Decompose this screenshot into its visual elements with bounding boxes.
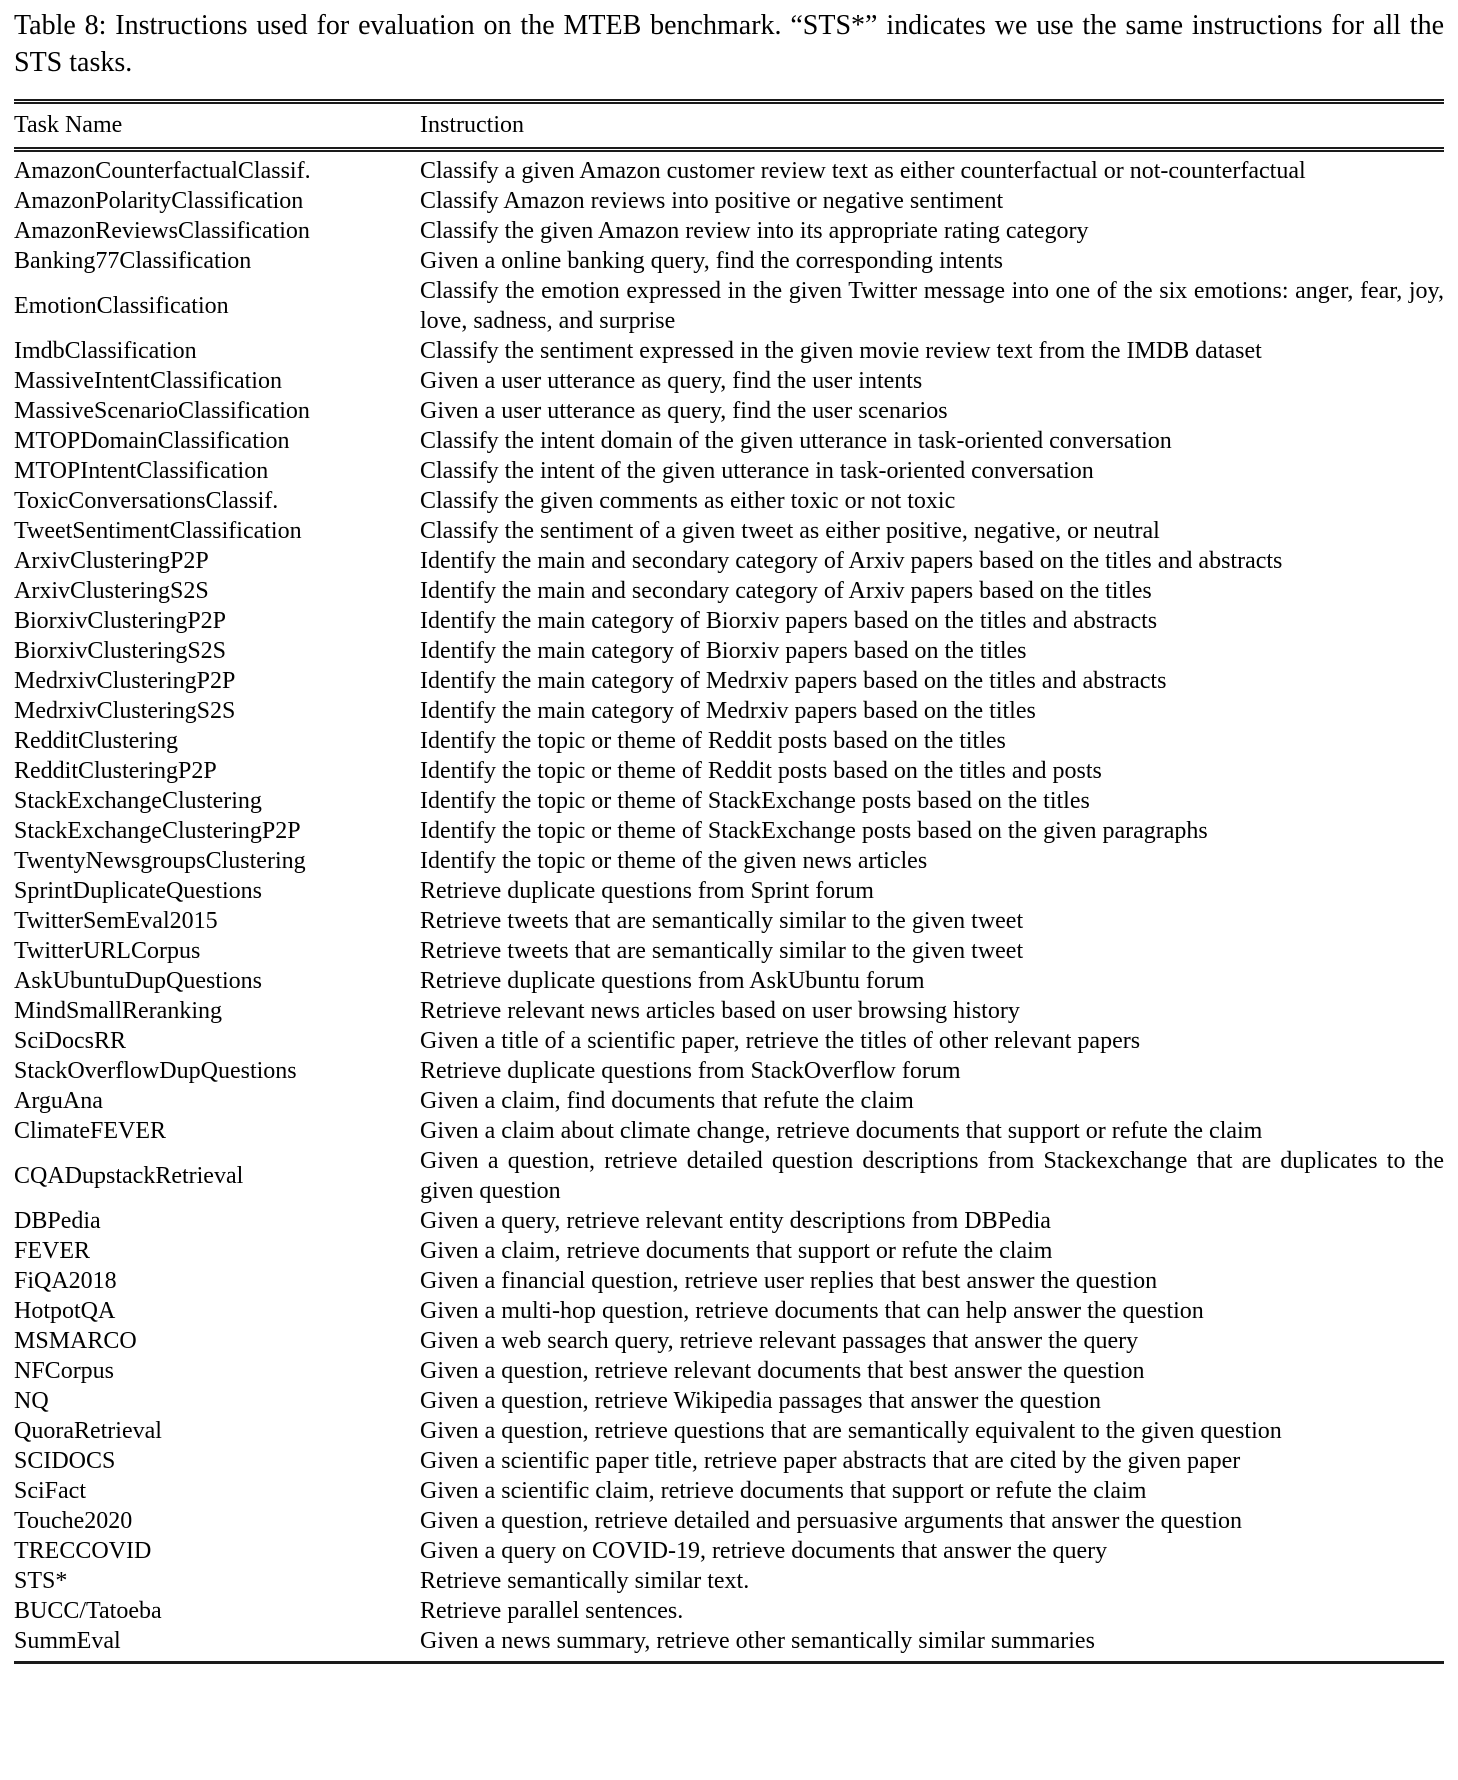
table-row — [14, 1566, 1444, 1596]
instruction-cell: Given a question, retrieve relevant documents that best answer the question — [420, 1357, 1145, 1384]
instruction-cell: Retrieve tweets that are semantically similar to the given tweet — [420, 907, 1024, 934]
table-row — [14, 1026, 1444, 1056]
task-name-cell: RedditClusteringP2P — [14, 757, 217, 784]
table-caption: Table 8: Instructions used for evaluation on the MTEB benchmark. “STS*” indicates we use the same instructions for all the STS tasks. — [14, 10, 1444, 78]
task-name-cell: SCIDOCS — [14, 1447, 116, 1474]
instruction-cell: Classify the sentiment of a given tweet as either positive, negative, or neutral — [420, 517, 1160, 544]
task-name-cell: ArxivClusteringS2S — [14, 577, 209, 604]
task-name-cell: FiQA2018 — [14, 1267, 117, 1294]
instruction-cell: Given a multi-hop question, retrieve documents that can help answer the question — [420, 1297, 1204, 1324]
instruction-cell: Given a user utterance as query, find the user scenarios — [420, 397, 948, 424]
table-row — [14, 1086, 1444, 1116]
task-name-cell: TwentyNewsgroupsClustering — [14, 847, 306, 874]
task-name-cell: NFCorpus — [14, 1357, 115, 1384]
task-name-cell: MedrxivClusteringS2S — [14, 697, 236, 724]
instruction-cell: Given a question, retrieve detailed and persuasive arguments that answer the question — [420, 1507, 1242, 1534]
instruction-cell: Given a user utterance as query, find the user intents — [420, 367, 923, 394]
table-row — [14, 1536, 1444, 1566]
table-row — [14, 756, 1444, 786]
table-row — [14, 1626, 1444, 1663]
instruction-cell: Given a title of a scientific paper, retrieve the titles of other relevant papers — [420, 1027, 1141, 1054]
instruction-cell: Classify Amazon reviews into positive or negative sentiment — [420, 187, 1004, 214]
table-row — [14, 846, 1444, 876]
task-name-cell: AmazonCounterfactualClassif. — [14, 157, 311, 184]
task-name-cell: MassiveScenarioClassification — [14, 397, 310, 424]
table-row — [14, 1416, 1444, 1446]
table-row — [14, 456, 1444, 486]
task-name-cell: ArxivClusteringP2P — [14, 547, 209, 574]
table-row — [14, 1116, 1444, 1146]
table-row — [14, 149, 1444, 186]
instruction-cell: Retrieve duplicate questions from AskUbuntu forum — [420, 967, 925, 994]
instruction-cell: Identify the main and secondary category of Arxiv papers based on the titles and abstracts — [420, 547, 1283, 574]
task-name-cell: BiorxivClusteringS2S — [14, 637, 227, 664]
task-name-cell: TwitterURLCorpus — [14, 937, 201, 964]
instruction-cell: Identify the main category of Medrxiv papers based on the titles — [420, 697, 1036, 724]
instruction-cell: Classify the intent domain of the given utterance in task-oriented conversation — [420, 427, 1172, 454]
task-name-cell: MassiveIntentClassification — [14, 367, 282, 394]
task-name-cell: SciFact — [14, 1477, 86, 1504]
instruction-cell: Classify the given comments as either toxic or not toxic — [420, 487, 956, 514]
task-name-cell: ClimateFEVER — [14, 1117, 166, 1144]
instruction-cell: Retrieve duplicate questions from Sprint forum — [420, 877, 874, 904]
column-header-task-name: Task Name — [14, 111, 123, 138]
table-row — [14, 1326, 1444, 1356]
instruction-cell: Identify the topic or theme of the given news articles — [420, 847, 928, 874]
table-row — [14, 1596, 1444, 1626]
instruction-cell: Retrieve semantically similar text. — [420, 1567, 750, 1594]
task-name-cell: CQADupstackRetrieval — [14, 1162, 244, 1189]
instruction-cell: Given a query, retrieve relevant entity descriptions from DBPedia — [420, 1207, 1051, 1234]
instruction-cell: Retrieve relevant news articles based on user browsing history — [420, 997, 1020, 1024]
task-name-cell: EmotionClassification — [14, 292, 229, 319]
instruction-cell: Classify the given Amazon review into its appropriate rating category — [420, 217, 1089, 244]
task-name-cell: MTOPIntentClassification — [14, 457, 269, 484]
table-row — [14, 996, 1444, 1026]
table-row — [14, 966, 1444, 996]
table-row — [14, 1266, 1444, 1296]
table-body — [14, 149, 1444, 1662]
table-row — [14, 726, 1444, 756]
task-name-cell: MSMARCO — [14, 1327, 137, 1354]
instruction-cell: Given a query on COVID-19, retrieve documents that answer the query — [420, 1537, 1108, 1564]
table-row — [14, 1296, 1444, 1326]
table-row — [14, 876, 1444, 906]
task-name-cell: StackExchangeClustering — [14, 787, 262, 814]
table-row — [14, 696, 1444, 726]
table-row — [14, 336, 1444, 366]
instruction-cell: Given a claim, find documents that refute the claim — [420, 1087, 914, 1114]
table-row — [14, 1146, 1444, 1206]
instruction-cell: Identify the main category of Biorxiv papers based on the titles — [420, 637, 1027, 664]
instruction-cell: Given a scientific claim, retrieve documents that support or refute the claim — [420, 1477, 1147, 1504]
instruction-cell: Given a question, retrieve detailed question descriptions from Stackexchange that are duplicates to the given question — [420, 1147, 1444, 1204]
instruction-cell: Given a online banking query, find the corresponding intents — [420, 247, 1003, 274]
task-name-cell: SciDocsRR — [14, 1027, 127, 1054]
task-name-cell: BiorxivClusteringP2P — [14, 607, 227, 634]
table-row — [14, 606, 1444, 636]
task-name-cell: StackExchangeClusteringP2P — [14, 817, 301, 844]
table-row — [14, 1476, 1444, 1506]
task-name-cell: BUCC/Tatoeba — [14, 1597, 162, 1624]
task-name-cell: FEVER — [14, 1237, 91, 1264]
table-row — [14, 216, 1444, 246]
table-row — [14, 486, 1444, 516]
instruction-cell: Given a question, retrieve Wikipedia passages that answer the question — [420, 1387, 1102, 1414]
instruction-cell: Identify the topic or theme of Reddit posts based on the titles — [420, 727, 1006, 754]
task-name-cell: ArguAna — [14, 1087, 103, 1114]
table-header-row — [14, 101, 1444, 149]
instruction-cell: Classify the intent of the given utterance in task-oriented conversation — [420, 457, 1094, 484]
instruction-cell: Retrieve duplicate questions from StackOverflow forum — [420, 1057, 961, 1084]
task-name-cell: SprintDuplicateQuestions — [14, 877, 262, 904]
instruction-cell: Given a financial question, retrieve user replies that best answer the question — [420, 1267, 1158, 1294]
instruction-cell: Given a scientific paper title, retrieve paper abstracts that are cited by the given paper — [420, 1447, 1241, 1474]
table-row — [14, 936, 1444, 966]
task-name-cell: DBPedia — [14, 1207, 101, 1234]
table-row — [14, 396, 1444, 426]
task-name-cell: SummEval — [14, 1627, 121, 1654]
instruction-cell: Retrieve parallel sentences. — [420, 1597, 684, 1624]
table-row — [14, 576, 1444, 606]
table-row — [14, 816, 1444, 846]
instruction-cell: Identify the topic or theme of StackExchange posts based on the given paragraphs — [420, 817, 1208, 844]
table-row — [14, 276, 1444, 336]
task-name-cell: MindSmallReranking — [14, 997, 222, 1024]
table-row — [14, 636, 1444, 666]
task-name-cell: STS* — [14, 1567, 68, 1594]
instruction-cell: Given a web search query, retrieve relevant passages that answer the query — [420, 1327, 1139, 1354]
table-row — [14, 786, 1444, 816]
task-name-cell: AskUbuntuDupQuestions — [14, 967, 263, 994]
instruction-cell: Identify the topic or theme of StackExchange posts based on the titles — [420, 787, 1090, 814]
instructions-table — [14, 99, 1444, 1664]
table-row — [14, 426, 1444, 456]
table-row — [14, 1386, 1444, 1416]
instruction-cell: Given a claim, retrieve documents that support or refute the claim — [420, 1237, 1053, 1264]
table-row — [14, 1236, 1444, 1266]
instruction-cell: Identify the main category of Biorxiv papers based on the titles and abstracts — [420, 607, 1158, 634]
instruction-cell: Identify the main and secondary category of Arxiv papers based on the titles — [420, 577, 1152, 604]
task-name-cell: Banking77Classification — [14, 247, 252, 274]
table-row — [14, 1446, 1444, 1476]
task-name-cell: MTOPDomainClassification — [14, 427, 290, 454]
table-row — [14, 366, 1444, 396]
instruction-cell: Given a news summary, retrieve other semantically similar summaries — [420, 1627, 1095, 1654]
instruction-cell: Classify a given Amazon customer review text as either counterfactual or not-counterfactual — [420, 157, 1306, 184]
task-name-cell: TRECCOVID — [14, 1537, 152, 1564]
instruction-cell: Given a question, retrieve questions that are semantically equivalent to the given question — [420, 1417, 1282, 1444]
task-name-cell: AmazonReviewsClassification — [14, 217, 310, 244]
task-name-cell: AmazonPolarityClassification — [14, 187, 304, 214]
instruction-cell: Classify the sentiment expressed in the given movie review text from the IMDB dataset — [420, 337, 1262, 364]
table-row — [14, 1356, 1444, 1386]
table-row — [14, 666, 1444, 696]
table-row — [14, 906, 1444, 936]
instruction-cell: Retrieve tweets that are semantically similar to the given tweet — [420, 937, 1024, 964]
task-name-cell: Touche2020 — [14, 1507, 133, 1534]
table-header — [14, 101, 1444, 149]
task-name-cell: ImdbClassification — [14, 337, 197, 364]
instruction-cell: Identify the topic or theme of Reddit posts based on the titles and posts — [420, 757, 1102, 784]
task-name-cell: ToxicConversationsClassif. — [14, 487, 279, 514]
table-row — [14, 1206, 1444, 1236]
task-name-cell: TweetSentimentClassification — [14, 517, 302, 544]
task-name-cell: QuoraRetrieval — [14, 1417, 162, 1444]
table-row — [14, 1506, 1444, 1536]
instruction-cell: Given a claim about climate change, retrieve documents that support or refute the claim — [420, 1117, 1263, 1144]
table-row — [14, 546, 1444, 576]
instruction-cell: Classify the emotion expressed in the given Twitter message into one of the six emotions: anger, fear, joy, love, sadness, and surprise — [420, 277, 1444, 334]
task-name-cell: TwitterSemEval2015 — [14, 907, 218, 934]
task-name-cell: NQ — [14, 1387, 49, 1414]
instruction-cell: Identify the main category of Medrxiv papers based on the titles and abstracts — [420, 667, 1167, 694]
table-row — [14, 246, 1444, 276]
table-row — [14, 516, 1444, 546]
column-header-instruction: Instruction — [420, 111, 524, 138]
table-row — [14, 186, 1444, 216]
task-name-cell: StackOverflowDupQuestions — [14, 1057, 297, 1084]
table-row — [14, 1056, 1444, 1086]
task-name-cell: MedrxivClusteringP2P — [14, 667, 236, 694]
task-name-cell: HotpotQA — [14, 1297, 116, 1324]
task-name-cell: RedditClustering — [14, 727, 178, 754]
